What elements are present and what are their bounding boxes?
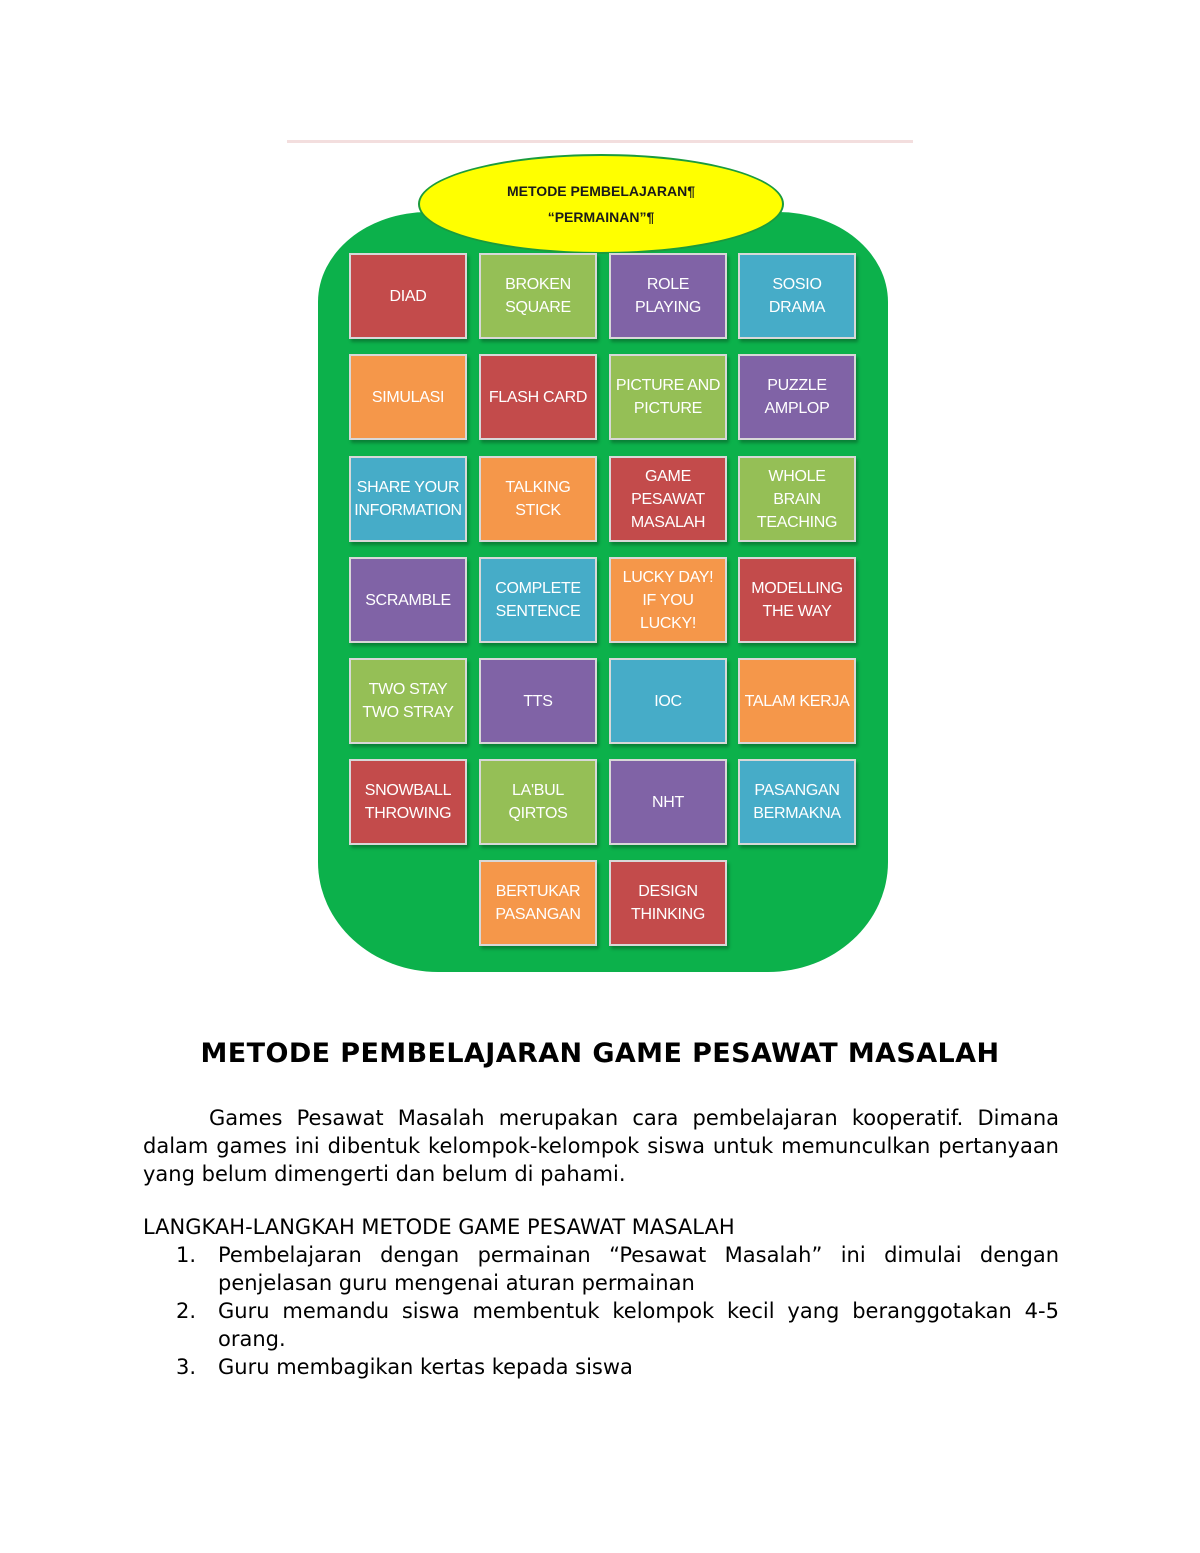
figure-header-oval xyxy=(418,154,784,254)
method-tile: MODELLING THE WAY xyxy=(738,557,856,643)
steps-heading: LANGKAH-LANGKAH METODE GAME PESAWAT MASALAH xyxy=(143,1215,735,1239)
step-text: Guru memandu siswa membentuk kelompok kecil yang beranggotakan 4-5 orang. xyxy=(218,1299,1059,1351)
step-text: Pembelajaran dengan permainan “Pesawat Masalah” ini dimulai dengan penjelasan guru mengenai aturan permainan xyxy=(218,1243,1059,1295)
method-tile: SHARE YOUR INFORMATION xyxy=(349,456,467,542)
list-item xyxy=(143,1353,1059,1381)
method-tile: TALAM KERJA xyxy=(738,658,856,744)
step-number: 3. xyxy=(176,1355,197,1379)
method-tile: PICTURE AND PICTURE xyxy=(609,354,727,440)
method-tile: ROLE PLAYING xyxy=(609,253,727,339)
methods-figure xyxy=(287,140,913,998)
method-tile: NHT xyxy=(609,759,727,845)
document-title: METODE PEMBELAJARAN GAME PESAWAT MASALAH xyxy=(200,1038,1000,1069)
step-text: Guru membagikan kertas kepada siswa xyxy=(218,1355,633,1379)
method-tile: DIAD xyxy=(349,253,467,339)
method-tile: WHOLE BRAIN TEACHING xyxy=(738,456,856,542)
figure-header-line2: “PERMAINAN”¶ xyxy=(547,209,655,225)
method-tile: PUZZLE AMPLOP xyxy=(738,354,856,440)
method-tile: LUCKY DAY! IF YOU LUCKY! xyxy=(609,557,727,643)
method-tile: PASANGAN BERMAKNA xyxy=(738,759,856,845)
method-tile: SCRAMBLE xyxy=(349,557,467,643)
list-item xyxy=(143,1241,1059,1297)
method-tile: SIMULASI xyxy=(349,354,467,440)
method-tile: TTS xyxy=(479,658,597,744)
method-tile: BERTUKAR PASANGAN xyxy=(479,860,597,946)
step-number: 2. xyxy=(176,1299,197,1323)
figure-header-line1: METODE PEMBELAJARAN¶ xyxy=(507,183,695,199)
method-tile: TWO STAY TWO STRAY xyxy=(349,658,467,744)
method-tile: FLASH CARD xyxy=(479,354,597,440)
method-tile: COMPLETE SENTENCE xyxy=(479,557,597,643)
method-tile: DESIGN THINKING xyxy=(609,860,727,946)
method-tile: SNOWBALL THROWING xyxy=(349,759,467,845)
method-tile: SOSIO DRAMA xyxy=(738,253,856,339)
intro-paragraph: Games Pesawat Masalah merupakan cara pembelajaran kooperatif. Dimana dalam games ini dibentuk kelompok-kelompok siswa untuk memunculkan pertanyaan yang belum dimengerti dan belum di pahami. xyxy=(143,1106,1059,1186)
steps-list xyxy=(143,1241,1059,1381)
method-tile: IOC xyxy=(609,658,727,744)
step-number: 1. xyxy=(176,1243,197,1267)
list-item xyxy=(143,1297,1059,1353)
method-tile: TALKING STICK xyxy=(479,456,597,542)
method-tile: GAME PESAWAT MASALAH xyxy=(609,456,727,542)
method-tile: BROKEN SQUARE xyxy=(479,253,597,339)
method-tile: LA'BUL QIRTOS xyxy=(479,759,597,845)
